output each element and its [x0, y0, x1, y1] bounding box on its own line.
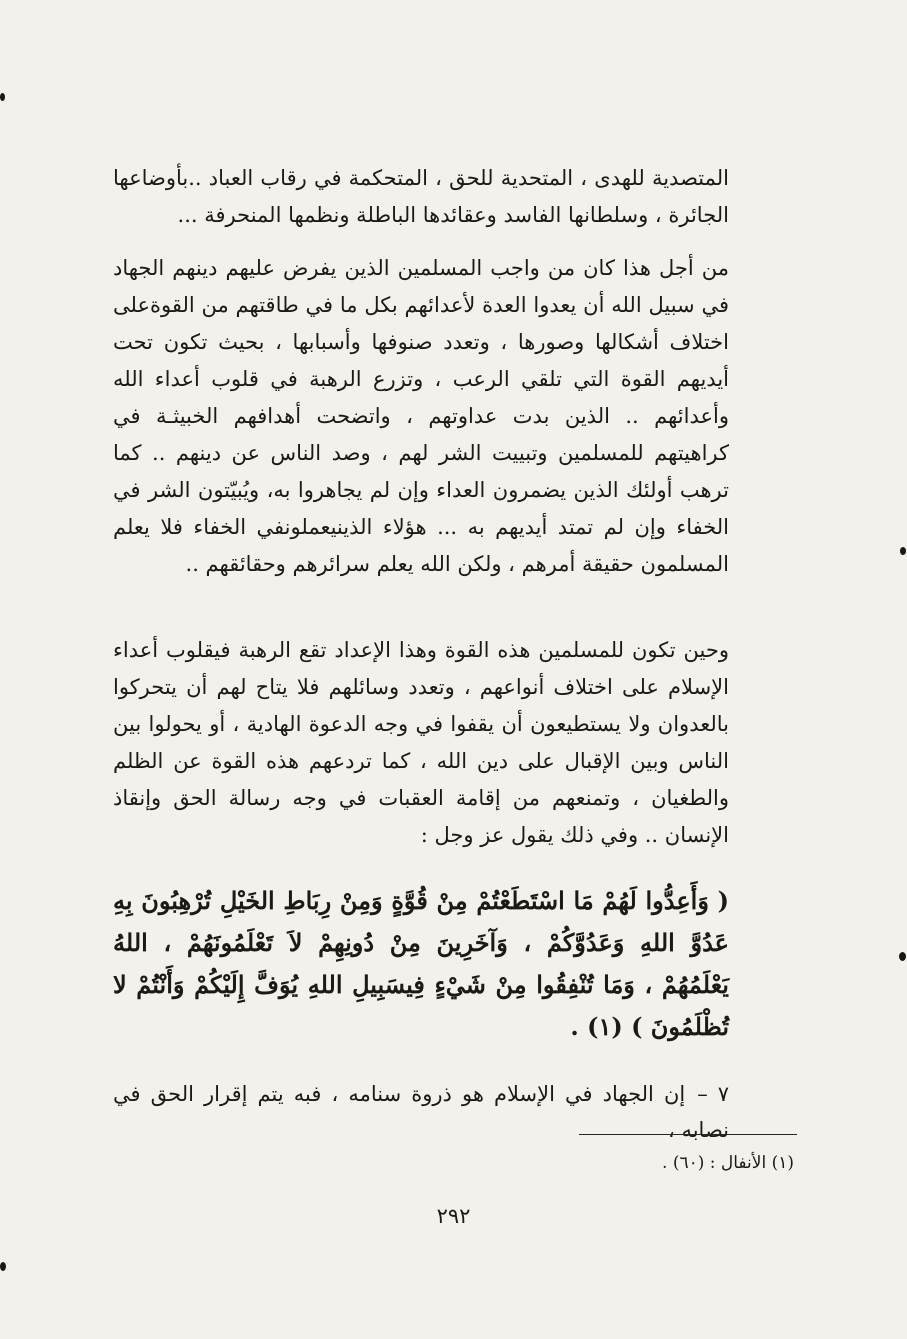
page-number: ٢٩٢ — [436, 1204, 471, 1228]
paragraph-2: من أجل هذا كان من واجب المسلمين الذين يفرض عليهم دينهم الجهاد في سبيل الله أن يعدوا العدة لأعدائهم بكل ما في طاقتهم من القوةعلى اختلاف أشكالها وصورها ، وتعدد صنوفها وأسبابها ، بحيث تكون تحت أيديهم القوة التي تلقي الرعب ، وتزرع الرهبة في قلوب أعداء الله وأعدائهم .. الذين بدت عداوتهم ، واتضحت أهدافهم الخبيثـة في كراهيتهم للمسلمين وتبييت الشر لهم ، وصد الناس عن دينهم .. كما ترهب أولئك الذين يضمرون العداء وإن لم يجاهروا به، ويُبيّتون الشر في الخفاء وإن لم تمتد أيديهم به ... هؤلاء الذينيعملونفي الخفاء فلا يعلم المسلمون حقيقة أمرهم ، ولكن الله يعلم سرائرهم وحقائقهم .. — [113, 256, 729, 576]
scan-speck-mark — [900, 547, 906, 555]
scan-speck-mark — [0, 93, 5, 101]
point-number: ٧ — [717, 1082, 729, 1106]
paragraph-1: المتصدية للهدى ، المتحدية للحق ، المتحكمة في رقاب العباد ..بأوضاعها الجائرة ، وسلطانها الفاسد وعقائدها الباطلة ونظمها المنحرفة ... — [113, 166, 729, 227]
paragraph-3: وحين تكون للمسلمين هذه القوة وهذا الإعداد تقع الرهبة فيقلوب أعداء الإسلام على اختلاف أنواعهم ، وتعدد وسائلهم فلا يتاح لهم أن يتحركوا بالعدوان ولا يستطيعون أن يقفوا في وجه الدعوة الهادية ، أو يحولوا بين الناس وبين الإقبال على دين الله ، كما تردعهم هذه القوة عن الظلم والطغيان ، وتمنعهم من إقامة العقبات في وجه رسالة الحق وإنقاذ الإنسان .. وفي ذلك يقول عز وجل : — [113, 638, 729, 847]
point-dash: – — [697, 1082, 708, 1106]
scan-speck-mark — [0, 1262, 6, 1271]
numbered-point-7 — [113, 1076, 729, 1148]
quran-verse: ( وَأَعِدُّوا لَهُمْ مَا اسْتَطَعْتُمْ مِنْ قُوَّةٍ وَمِنْ رِبَاطِ الخَيْلِ تُرْهِبُونَ بِهِ عَدُوَّ اللهِ وَعَدُوَّكُمْ ، وَآخَرِينَ مِنْ دُونِهِمْ لاَ تَعْلَمُونَهُمْ ، اللهُ يَعْلَمُهُمْ ، وَمَا تُنْفِقُوا مِنْ شَيْءٍ فِيسَبِيلِ اللهِ يُوَفَّ إِلَيْكُمْ وَأَنْتُمْ لا تُظْلَمُونَ ) (١) . — [113, 886, 729, 1041]
scan-speck-mark — [899, 952, 906, 961]
footnote: (١) الأنفال : (٦٠) . — [662, 1153, 794, 1173]
point-text: إن الجهاد في الإسلام هو ذروة سنامه ، فبه يتم إقرار الحق في نصابه ، — [113, 1082, 729, 1142]
footnote-divider — [579, 1134, 797, 1135]
